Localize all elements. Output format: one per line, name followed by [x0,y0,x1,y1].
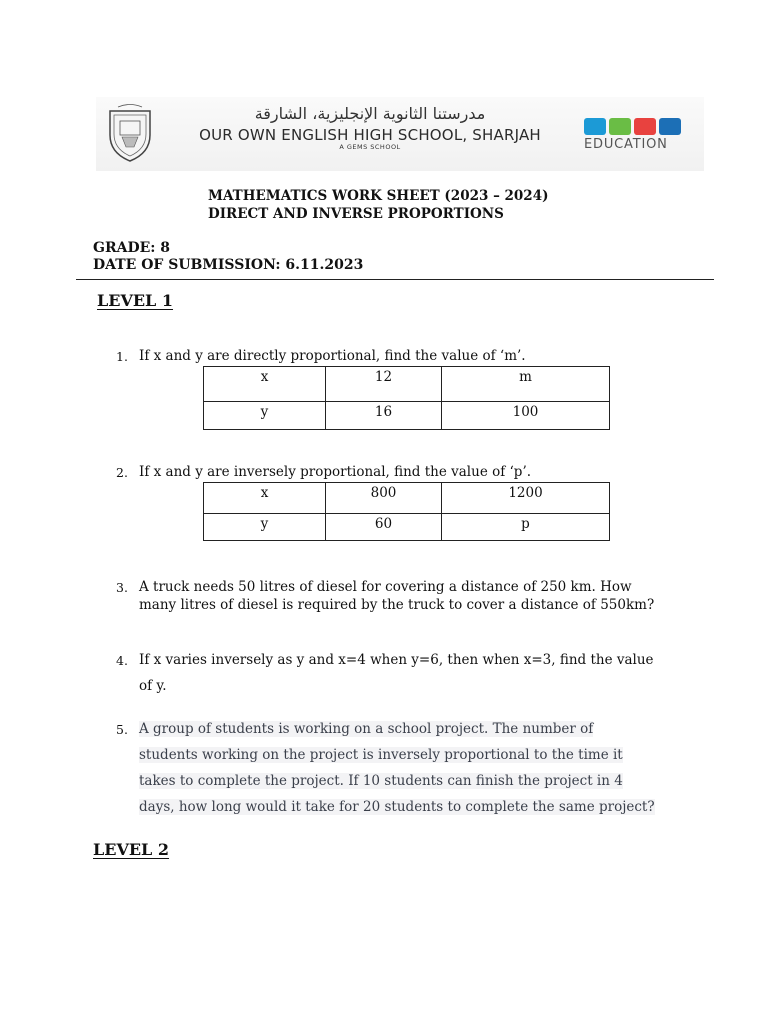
table-cell: p [442,514,610,541]
question-5-line: students working on the project is inversely proportional to the time it [139,747,623,763]
question-3-line: many litres of diesel is required by the truck to cover a distance of 550km? [139,597,655,613]
question-1-table [203,366,610,430]
school-tagline: A GEMS SCHOOL [339,143,401,151]
question-3-line: A truck needs 50 litres of diesel for covering a distance of 250 km. How [139,579,632,595]
table-cell: 60 [326,514,442,541]
table-cell: y [204,402,326,430]
school-crest-logo [104,103,156,163]
question-2-text: If x and y are inversely proportional, find the value of ‘p’. [139,464,532,480]
question-5-line: days, how long would it take for 20 students to complete the same project? [139,799,655,815]
table-cell: 1200 [442,483,610,514]
question-2-table [203,482,610,541]
table-cell: 12 [326,367,442,402]
gems-wordmark-icon [584,117,682,137]
table-cell: y [204,514,326,541]
worksheet-title: MATHEMATICS WORK SHEET (2023 – 2024) [208,188,549,204]
table-cell: 800 [326,483,442,514]
question-5-line: takes to complete the project. If 10 students can finish the project in 4 [139,773,623,789]
gems-logo [584,117,682,137]
question-number: 4. [116,653,128,668]
header-divider [76,279,714,280]
question-5-text [139,716,714,820]
submission-date: DATE OF SUBMISSION: 6.11.2023 [93,257,364,273]
table-cell: m [442,367,610,402]
school-name: OUR OWN ENGLISH HIGH SCHOOL, SHARJAH [199,126,541,144]
gems-education-text: EDUCATION [584,137,668,152]
table-cell: 100 [442,402,610,430]
table-cell: x [204,367,326,402]
level-2-heading: LEVEL 2 [93,840,170,859]
grade-label: GRADE: 8 [93,240,171,256]
question-4-line: of y. [139,678,167,694]
question-number: 3. [116,580,128,595]
question-5-line: A group of students is working on a school project. The number of [139,721,594,737]
question-number: 2. [116,465,128,480]
table-cell: x [204,483,326,514]
question-4-line: If x varies inversely as y and x=4 when y=6, then when x=3, find the value [139,652,654,668]
question-number: 5. [116,722,128,737]
question-1-text: If x and y are directly proportional, find the value of ‘m’. [139,348,526,364]
table-cell: 16 [326,402,442,430]
level-1-heading: LEVEL 1 [97,291,174,310]
question-number: 1. [116,349,128,364]
worksheet-subtitle: DIRECT AND INVERSE PROPORTIONS [208,206,504,222]
school-name-arabic: مدرستنا الثانوية الإنجليزية، الشارقة [254,104,486,123]
